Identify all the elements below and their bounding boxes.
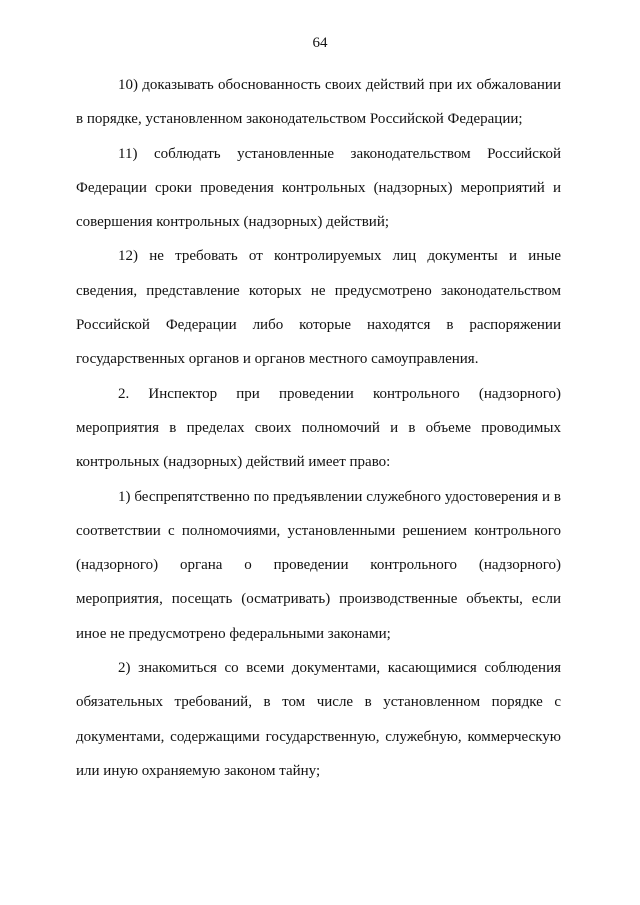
paragraph-item-11: 11) соблюдать установленные законодательством Российской Федерации сроки проведения контрольных (надзорных) мероприятий и совершения контрольных (надзорных) действий; [76, 145, 561, 231]
paragraph-section-2: 2. Инспектор при проведении контрольного (надзорного) мероприятия в пределах своих полномочий и в объеме проводимых контрольных (надзорных) действий имеет право: [76, 385, 561, 471]
paragraph-item-10: 10) доказывать обоснованность своих действий при их обжаловании в порядке, установленном законодательством Российской Федерации; [76, 77, 561, 128]
paragraph-item-12: 12) не требовать от контролируемых лиц документы и иные сведения, представление которых не предусмотрено законодательством Российской Федерации либо которые находятся в распоряжении государственных органов и органов местного самоуправления. [76, 248, 561, 368]
paragraph-right-2: 2) знакомиться со всеми документами, касающимися соблюдения обязательных требований, в том числе в установленном порядке с документами, содержащими государственную, служебную, коммерческую или иную охраняемую законом тайну; [76, 660, 561, 779]
document-body [76, 68, 561, 788]
page-number: 64 [312, 35, 328, 51]
paragraph-right-1: 1) беспрепятственно по предъявлении служебного удостоверения и в соответствии с полномочиями, установленными решением контрольного (надзорного) органа о проведении контрольного (надзорного) мероприятия, посещать (осматривать) производственные объекты, если иное не предусмотрено федеральными законами; [76, 488, 561, 642]
